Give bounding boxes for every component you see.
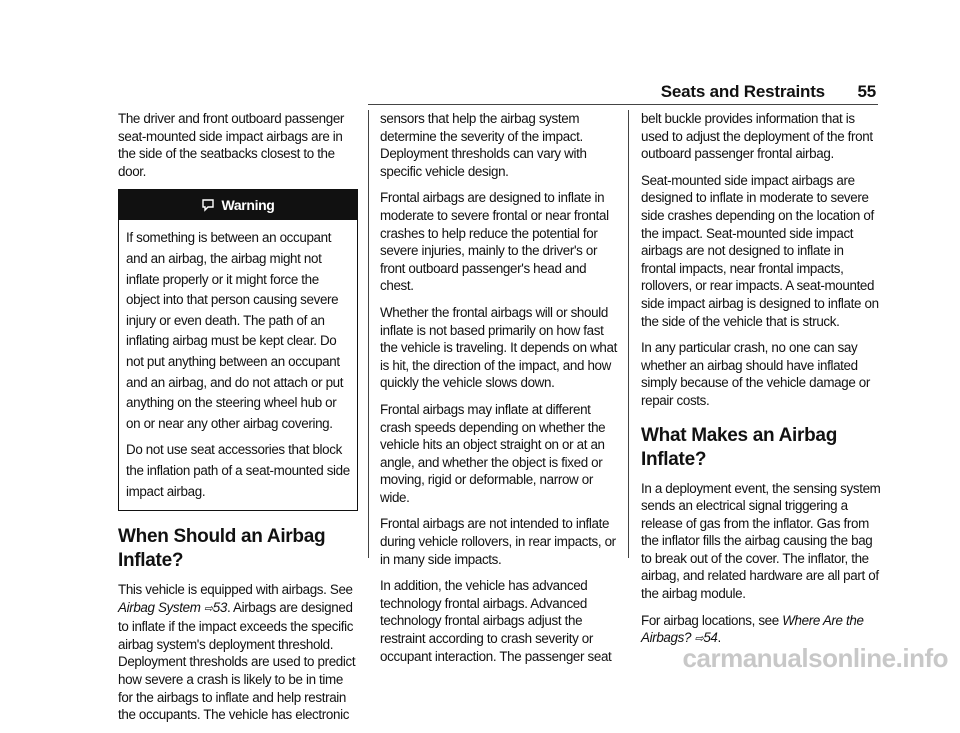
section-title: Seats and Restraints xyxy=(660,82,825,101)
link-page: 54 xyxy=(703,630,718,646)
link-text: Airbag System xyxy=(118,599,201,615)
page-number: 55 xyxy=(857,82,876,101)
warning-body xyxy=(119,220,357,510)
column-3 xyxy=(641,110,881,658)
text: . Airbags are designed to inflate if the impact exceeds the specific airbag system's deployment threshold. Deployment thresholds are used to predict how severe a crash is likely to be in time for the airbags to inflate and help restrain the occupants. The vehicle has electronic xyxy=(118,599,356,723)
body-paragraph: sensors that help the airbag system determine the severity of the impact. Deployment thresholds can vary with specific vehicle design. xyxy=(380,111,587,179)
column-2 xyxy=(380,110,620,674)
section-heading: What Makes an Airbag Inflate? xyxy=(641,424,838,470)
section-heading: When Should an Airbag Inflate? xyxy=(118,526,326,572)
column-divider xyxy=(368,110,369,558)
warning-title: Warning xyxy=(221,197,275,214)
body-paragraph: Frontal airbags may inflate at different crash speeds depending on whether the vehicle hits an object straight on or at an angle, and whether the object is fixed or moving, rigid or deformable, narrow or wide. xyxy=(380,401,606,505)
text: . xyxy=(717,630,721,646)
page-header xyxy=(661,82,876,102)
body-paragraph: In a deployment event, the sensing system sends an electrical signal triggering a release of gas from the inflator. Gas from the inflator fills the airbag causing the bag to break out of the cover. The inflator, the airbag, and related hardware are all part of the airbag module. xyxy=(641,480,881,602)
column-1 xyxy=(118,110,358,733)
text: For airbag locations, see xyxy=(641,612,779,628)
body-paragraph: In addition, the vehicle has advanced technology frontal airbags. Advanced technology frontal airbags adjust the restraint according to crash severity or occupant interaction. The passenger seat xyxy=(380,578,612,664)
warning-header xyxy=(119,190,357,220)
warning-paragraph: If something is between an occupant and an airbag, the airbag might not inflate properly or it might force the object into that person causing severe injury or even death. The path of an inflating airbag must be kept clear. Do not put anything between an occupant and an airbag, and do not attach or put anything on the steering wheel hub or on or near any other airbag covering. xyxy=(126,230,344,431)
link-text: Where Are the Airbags? xyxy=(641,612,864,646)
body-paragraph: In any particular crash, no one can say whether an airbag should have inflated simply because of the vehicle damage or repair costs. xyxy=(641,340,871,408)
body-paragraph: Seat-mounted side impact airbags are designed to inflate in moderate to severe side crashes depending on the location of the impact. Seat-mounted side impact airbags are not designed to inflate in frontal impacts, near frontal impacts, rollovers, or rear impacts. A seat-mounted side impact airbag is designed to inflate on the side of the vehicle that is struck. xyxy=(641,172,879,329)
page-ref-icon: ⇨ xyxy=(203,602,213,615)
header-rule xyxy=(368,104,878,105)
text: This vehicle is equipped with airbags. See xyxy=(118,582,353,598)
warning-paragraph: Do not use seat accessories that block the inflation path of a seat-mounted side impact airbag. xyxy=(126,442,350,499)
body-paragraph: Frontal airbags are not intended to inflate during vehicle rollovers, in rear impacts, or in many side impacts. xyxy=(380,516,616,567)
body-paragraph: belt buckle provides information that is used to adjust the deployment of the front outboard passenger frontal airbag. xyxy=(641,111,873,162)
warning-icon xyxy=(201,192,215,222)
column-divider xyxy=(628,110,629,558)
link-page: 53 xyxy=(212,599,227,615)
body-paragraph: Whether the frontal airbags will or should inflate is not based primarily on how fast the vehicle is traveling. It depends on what is hit, the direction of the impact, and how quickly the vehicle slows down. xyxy=(380,304,617,391)
body-paragraph xyxy=(118,581,358,724)
watermark: carmanualsonline.info xyxy=(682,643,948,673)
intro-paragraph: The driver and front outboard passenger seat-mounted side impact airbags are in the side of the seatbacks closest to the door. xyxy=(118,111,345,179)
page-ref-icon: ⇨ xyxy=(694,633,704,646)
body-paragraph: Frontal airbags are designed to inflate in moderate to severe frontal or near frontal crashes to help reduce the potential for severe injuries, mainly to the driver's or front outboard passenger's head and chest. xyxy=(380,190,609,294)
cross-reference-link[interactable] xyxy=(118,600,227,615)
warning-box xyxy=(118,189,358,511)
